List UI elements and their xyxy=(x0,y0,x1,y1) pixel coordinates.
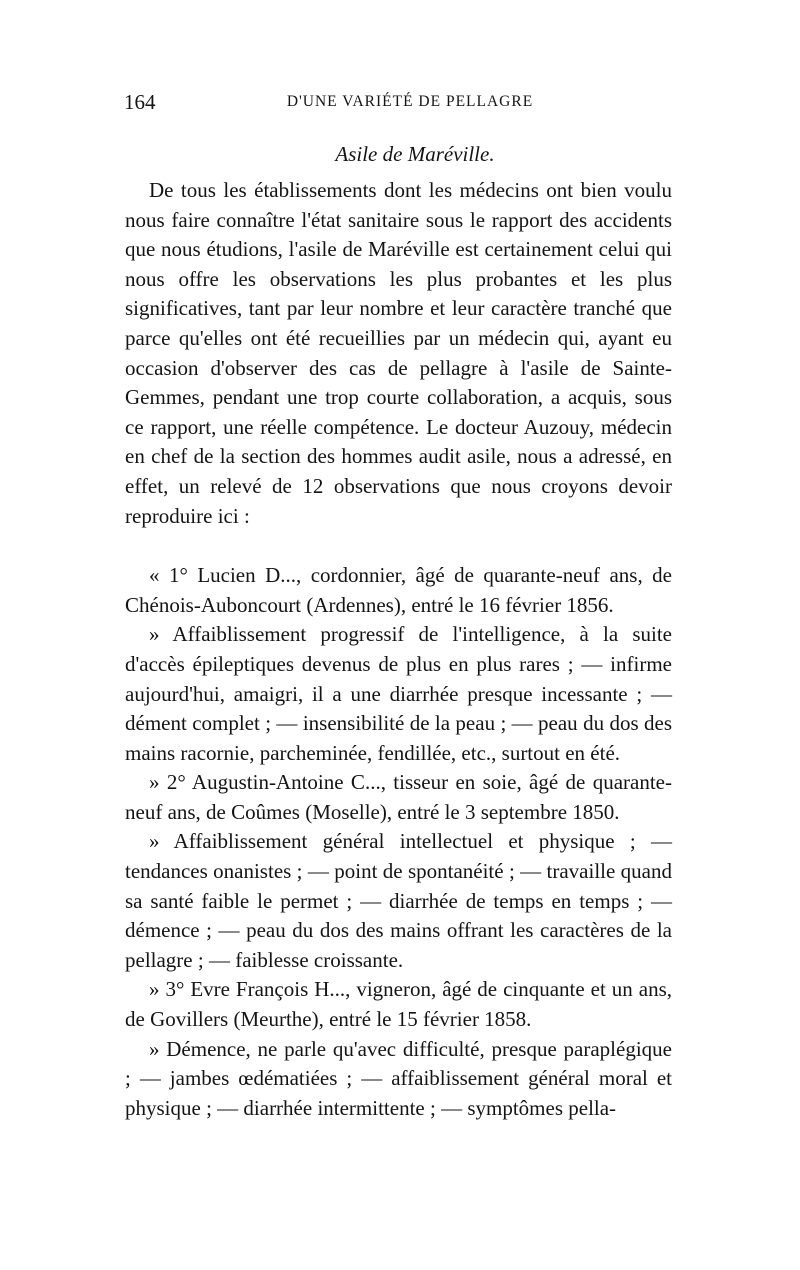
running-title: D'UNE VARIÉTÉ DE PELLAGRE xyxy=(286,93,534,110)
section-title: Asile de Maréville. xyxy=(335,142,495,166)
case-3-description: » Démence, ne parle qu'avec difficulté, presque paraplégique ; — jambes œdématiées ; — affaiblissement général moral et physique ; — diarrhée intermittente ; — symptômes pella- xyxy=(125,1036,672,1120)
body-text xyxy=(125,176,672,1123)
case-2-description: » Affaiblissement général intellectuel et physique ; — tendances onanistes ; — point de spontanéité ; — travaille quand sa santé faible le permet ; — diarrhée de temps en temps ; — démence ; — peau du dos des mains offrant les caractères de la pellagre ; — faiblesse croissante. xyxy=(125,829,672,972)
page-header xyxy=(0,90,800,120)
case-1-heading: « 1° Lucien D..., cordonnier, âgé de quarante-neuf ans, de Chénois-Auboncourt (Ardennes), entré le 16 février 1856. xyxy=(125,563,672,617)
page-number: 164 xyxy=(124,90,156,114)
case-3-heading: » 3° Evre François H..., vigneron, âgé de cinquante et un ans, de Govillers (Meurthe), entré le 15 février 1858. xyxy=(125,977,672,1032)
case-1-description: » Affaiblissement progressif de l'intelligence, à la suite d'accès épileptiques devenus de plus en plus rares ; — infirme aujourd'hui, amaigri, il a une diarrhée presque incessante ; — dément complet ; — insensibilité de la peau ; — peau du dos des mains racornie, parcheminée, fendillée, etc., surtout en été. xyxy=(125,622,672,765)
case-2-heading: » 2° Augustin-Antoine C..., tisseur en soie, âgé de quarante-neuf ans, de Coûmes (Moselle), entré le 3 septembre 1850. xyxy=(125,770,672,824)
intro-paragraph: De tous les établissements dont les médecins ont bien voulu nous faire connaître l'état sanitaire sous le rapport des accidents que nous étudions, l'asile de Maréville est certainement celui qui nous offre les observations les plus probantes et les plus significatives, tant par leur nombre et leur caractère tranché que parce qu'elles ont été recueillies par un médecin qui, ayant eu occasion d'observer des cas de pellagre à l'asile de Sainte-Gemmes, pendant une trop courte collaboration, a acquis, sous ce rapport, une réelle compétence. Le docteur Auzouy, médecin en chef de la section des hommes audit asile, nous a adressé, en effet, un relevé de 12 observations que nous croyons devoir reproduire ici : xyxy=(125,178,672,528)
